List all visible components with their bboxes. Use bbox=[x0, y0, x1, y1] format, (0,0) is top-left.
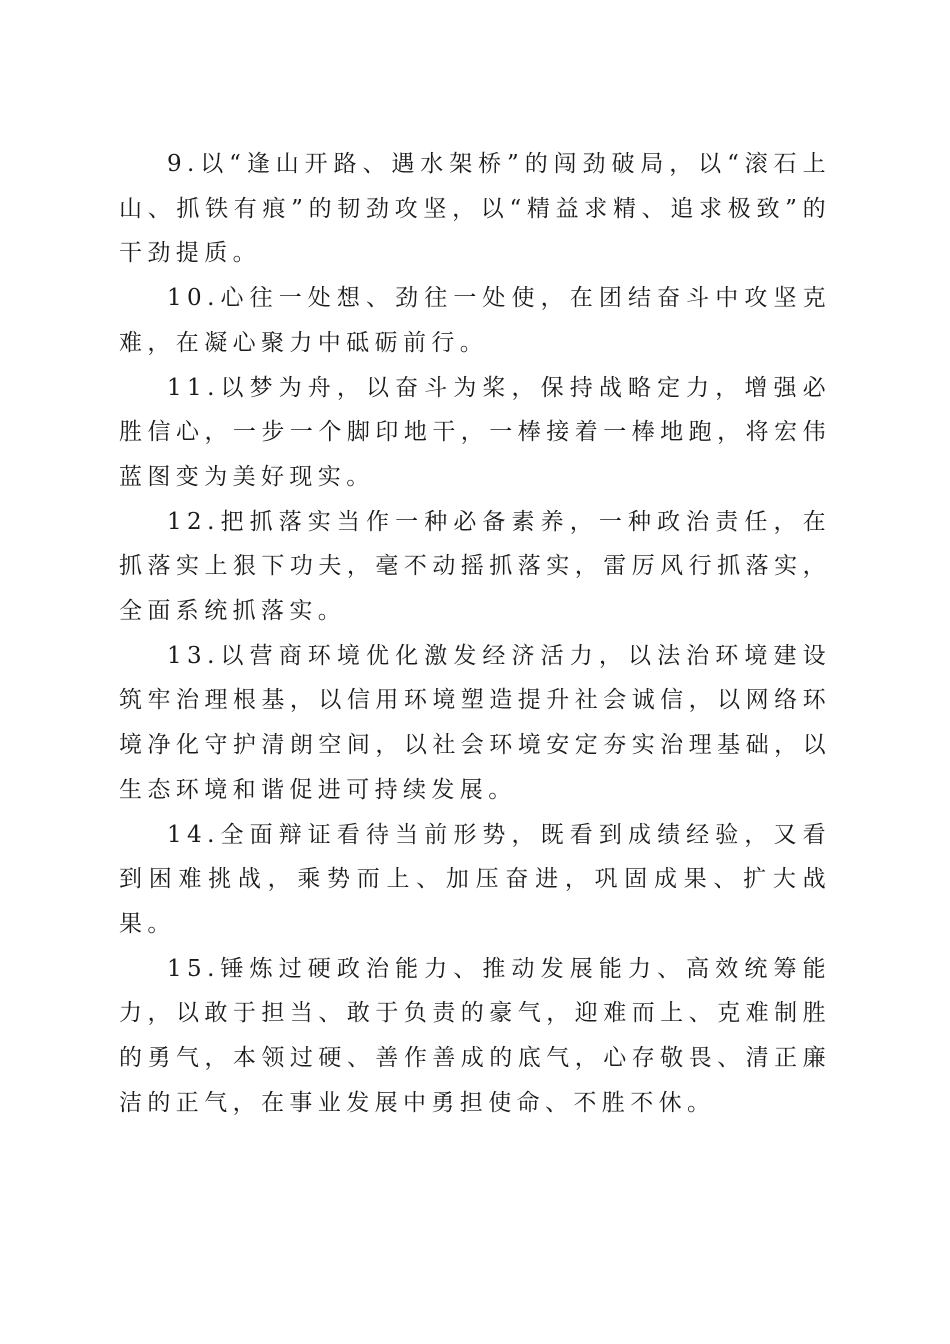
paragraph-item-11: 11.以梦为舟，以奋斗为桨，保持战略定力，增强必胜信心，一步一个脚印地干，一棒接着一棒地跑，将宏伟蓝图变为美好现实。 bbox=[119, 374, 831, 490]
paragraph-item-12: 12.把抓落实当作一种必备素养，一种政治责任，在抓落实上狠下功夫，毫不动摇抓落实，雷厉风行抓落实，全面系统抓落实。 bbox=[119, 508, 831, 625]
document-body bbox=[119, 142, 831, 1125]
paragraph-item-15: 15.锤炼过硬政治能力、推动发展能力、高效统筹能力，以敢于担当、敢于负责的豪气，迎难而上、克难制胜的勇气，本领过硬、善作善成的底气，心存敬畏、清正廉洁的正气，在事业发展中勇担使命、不胜不休。 bbox=[119, 955, 831, 1116]
paragraph-item-10: 10.心往一处想、劲往一处使，在团结奋斗中攻坚克难，在凝心聚力中砥砺前行。 bbox=[119, 285, 831, 356]
paragraph-item-13: 13.以营商环境优化激发经济活力，以法治环境建设筑牢治理根基，以信用环境塑造提升社会诚信，以网络环境净化守护清朗空间，以社会环境安定夯实治理基础，以生态环境和谐促进可持续发展。 bbox=[119, 642, 831, 803]
paragraph-item-14: 14.全面辩证看待当前形势，既看到成绩经验，又看到困难挑战，乘势而上、加压奋进，巩固成果、扩大战果。 bbox=[119, 821, 831, 937]
paragraph-item-9: 9.以“逢山开路、遇水架桥”的闯劲破局，以“滚石上山、抓铁有痕”的韧劲攻坚，以“精益求精、追求极致”的干劲提质。 bbox=[119, 151, 831, 267]
